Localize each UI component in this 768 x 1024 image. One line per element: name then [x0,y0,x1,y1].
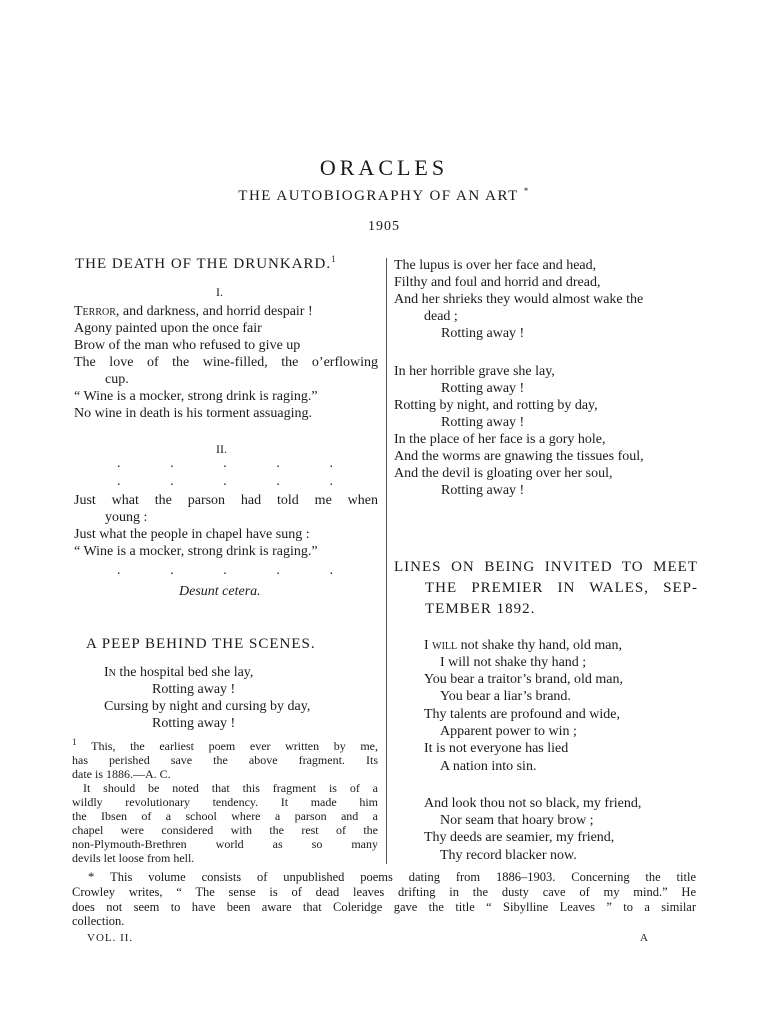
drunkard-line-6: No wine in death is his torment assuaging. [74,406,312,421]
drunkard-part2-numeral: II. [216,442,227,456]
page-year: 1905 [368,219,400,234]
premier-line-8: A nation into sin. [440,759,537,774]
lupus-line-3-cont: dead ; [424,309,458,324]
grave-line-7: And the devil is gloating over her soul, [394,466,613,481]
peep-title: A PEEP BEHIND THE SCENES. [86,636,316,652]
footnote-1-line-4: It should be noted that this fragment is of a [83,781,378,795]
drunkard-part2-line-2: Just what the people in chapel have sung : [74,527,310,542]
premier-line-9: And look thou not so black, my friend, [424,796,642,811]
footnote-1-line-9: devils let loose from hell. [72,851,195,865]
premier-line-5: Thy talents are profound and wide, [424,707,620,722]
ellipsis-dot: . [117,563,121,578]
premier-line-6: Apparent power to win ; [440,724,577,739]
ellipsis-dot: . [276,474,280,489]
ellipsis-dot: . [117,456,121,471]
drunkard-part2-line-1: Just what the parson had told me when [74,493,378,508]
volume-label: VOL. II. [87,932,134,944]
peep-first-word: In [104,665,116,680]
premier-title-line-3: TEMBER 1892. [425,601,536,617]
grave-line-4: Rotting away ! [441,415,525,430]
premier-line-4: You bear a liar’s brand. [440,689,571,704]
footnote-1-line-1-text: This, the earliest poem ever written by me, [91,739,379,753]
ellipsis-dot: . [170,474,174,489]
premier-title-line-2: THE PREMIER IN WALES, SEP- [425,580,698,596]
drunkard-part2-line-1-cont: young : [105,510,148,525]
premier-line-1-rest: not shake thy hand, old man, [457,638,623,653]
grave-line-5: In the place of her face is a gory hole, [394,432,606,447]
peep-line-1 [104,664,253,681]
drunkard-title [75,256,337,273]
ellipsis-row-3 [117,563,333,579]
drunkard-line-2: Agony painted upon the once fair [74,321,262,336]
column-divider [386,258,387,864]
bottom-note-line-1-text: This volume consists of unpublished poems dating from 1886–1903. Concerning the title [110,870,696,884]
bottom-note-line-1 [88,870,696,885]
premier-first-word: I will [424,638,458,653]
premier-line-11: Thy deeds are seamier, my friend, [424,830,615,845]
ellipsis-dot: . [170,563,174,578]
ellipsis-dot: . [223,563,227,578]
ellipsis-dot: . [329,563,333,578]
premier-title-line-1: LINES ON BEING INVITED TO MEET [394,559,698,575]
drunkard-footnote-mark: 1 [331,254,337,264]
ellipsis-dot: . [117,474,121,489]
footnote-1-line-6: the Ibsen of a school where a parson and a [72,809,378,823]
grave-line-3: Rotting by night, and rotting by day, [394,398,598,413]
drunkard-line-3: Brow of the man who refused to give up [74,338,301,353]
premier-line-12: Thy record blacker now. [440,848,577,863]
footnote-1-mark: 1 [72,737,77,747]
peep-line-2: Rotting away ! [152,682,236,697]
page-subtitle [0,188,768,205]
lupus-line-1: The lupus is over her face and head, [394,258,597,273]
drunkard-title-text: THE DEATH OF THE DRUNKARD. [75,256,332,272]
bottom-note-line-3: does not seem to have been aware that Coleridge gave the title “ Sibylline Leaves ” to a similar [72,900,696,914]
ellipsis-dot: . [223,456,227,471]
grave-line-6: And the worms are gnawing the tissues foul, [394,449,644,464]
footnote-1-line-2: has perished save the above fragment. Its [72,753,378,767]
ellipsis-dot: . [329,474,333,489]
ellipsis-row-1 [117,456,333,472]
premier-line-2: I will not shake thy hand ; [440,655,587,670]
footnote-1-line-3: date is 1886.—A. C. [72,767,171,781]
drunkard-part2-line-3: “ Wine is a mocker, strong drink is raging.” [74,544,318,559]
bottom-note-mark: * [88,870,95,884]
bottom-note-line-2: Crowley writes, “ The sense is of dead leaves drifting in the dusty cave of my mind.” He [72,885,696,899]
peep-line-4: Rotting away ! [152,716,236,731]
drunkard-line-1 [74,303,313,320]
premier-line-1 [424,637,622,654]
drunkard-line-4: The love of the wine-filled, the o’erflowing [74,355,378,370]
drunkard-line-1-rest: , and darkness, and horrid despair ! [115,304,313,319]
signature-mark: A [640,932,648,944]
page-title: ORACLES [319,155,449,180]
lupus-line-2: Filthy and foul and horrid and dread, [394,275,601,290]
grave-line-1: In her horrible grave she lay, [394,364,555,379]
premier-line-10: Nor seam that hoary brow ; [440,813,594,828]
peep-line-3: Cursing by night and cursing by day, [104,699,311,714]
ellipsis-dot: . [276,456,280,471]
desunt-cetera: Desunt cetera. [179,584,261,599]
peep-line-1-rest: the hospital bed she lay, [115,665,254,680]
subtitle-text: THE AUTOBIOGRAPHY OF AN ART [238,188,519,204]
ellipsis-dot: . [170,456,174,471]
drunkard-first-word: Terror [74,304,116,319]
ellipsis-row-2 [117,474,333,490]
bottom-note-line-4: collection. [72,914,125,928]
ellipsis-dot: . [223,474,227,489]
footnote-1-line-8: non-Plymouth-Brethren world as so many [72,837,378,851]
premier-line-3: You bear a traitor’s brand, old man, [424,672,623,687]
footnote-1-line-5: wildly revolutionary tendency. It made him [72,795,378,809]
subtitle-footnote-mark: * [523,186,530,196]
drunkard-part1-numeral: I. [216,285,223,299]
grave-line-2: Rotting away ! [441,381,525,396]
ellipsis-dot: . [276,563,280,578]
lupus-line-3: And her shrieks they would almost wake the [394,292,644,307]
footnote-1-line-7: chapel were considered with the rest of the [72,823,378,837]
grave-line-8: Rotting away ! [441,483,525,498]
drunkard-line-4-cont: cup. [105,372,129,387]
premier-line-7: It is not everyone has lied [424,741,569,756]
lupus-line-4: Rotting away ! [441,326,525,341]
ellipsis-dot: . [329,456,333,471]
drunkard-line-5: “ Wine is a mocker, strong drink is raging.” [74,389,318,404]
footnote-1-line-1 [72,737,379,754]
